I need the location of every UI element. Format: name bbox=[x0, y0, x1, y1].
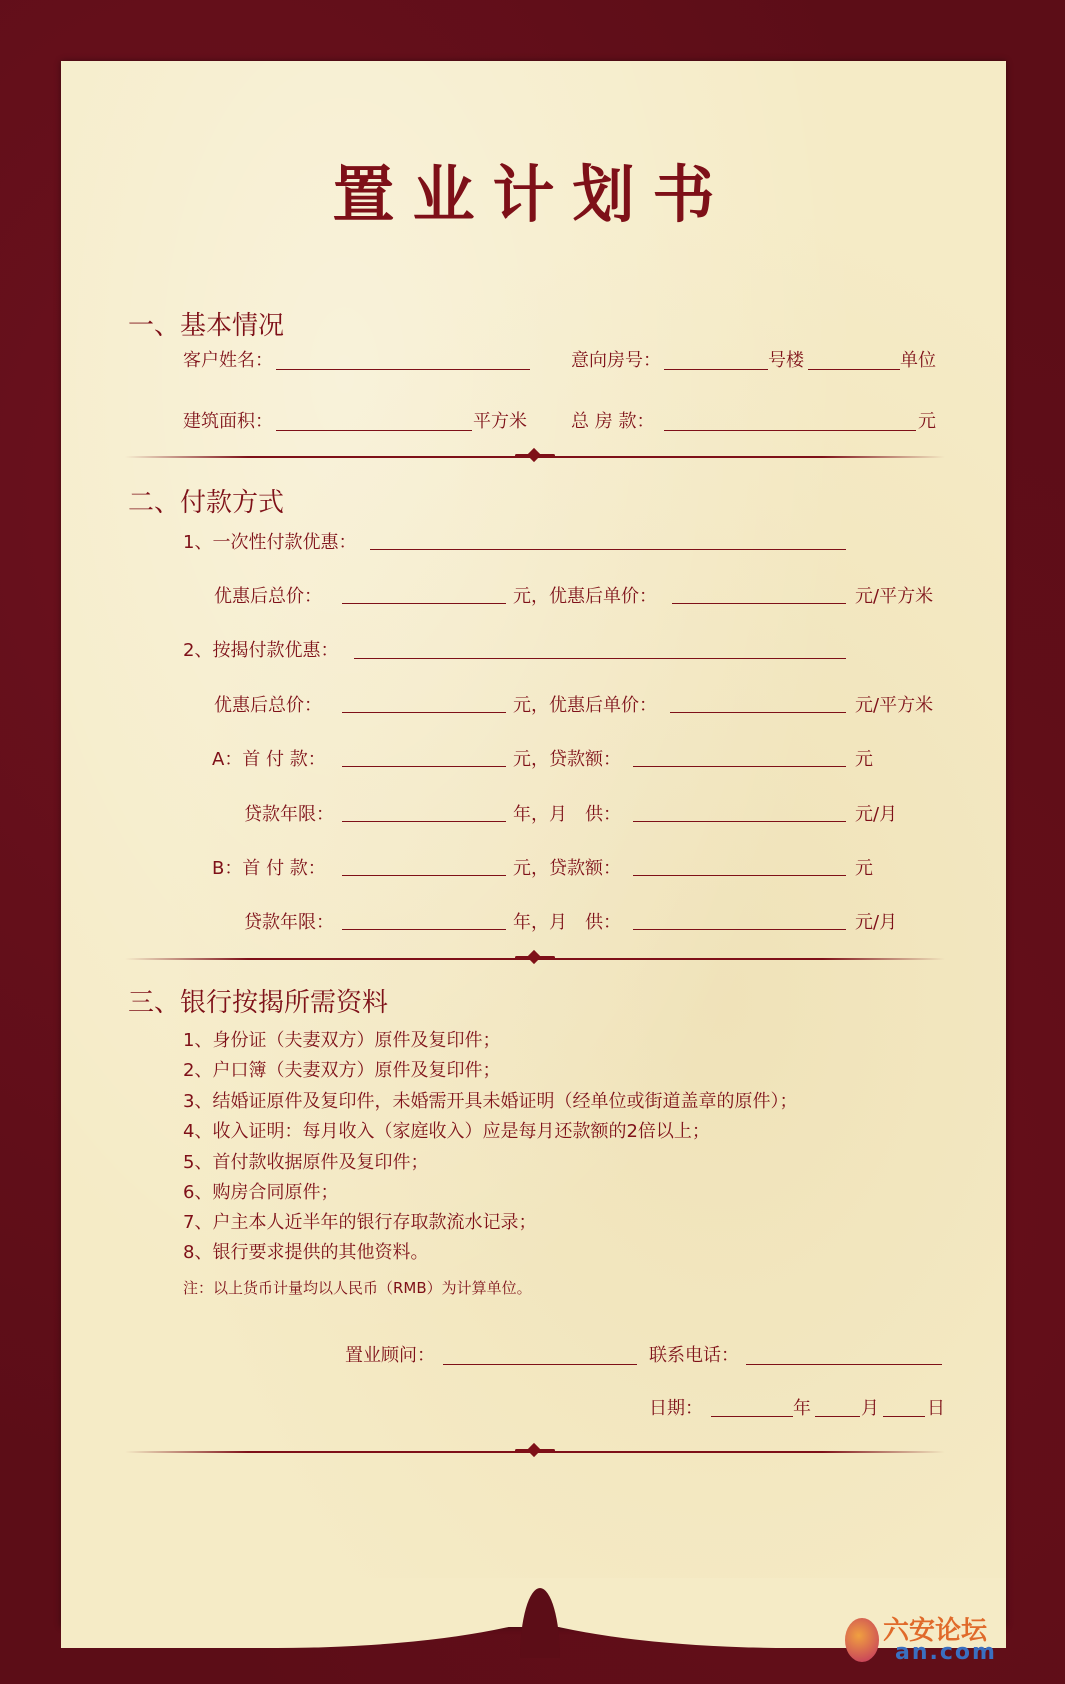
year-label: 年 bbox=[793, 1398, 811, 1419]
total-price-field[interactable] bbox=[664, 430, 916, 431]
building-label: 号楼 bbox=[768, 350, 804, 371]
b-monthly-label: 年，月 供： bbox=[513, 912, 621, 933]
divider-2 bbox=[125, 957, 945, 960]
mortgage-label: 2、按揭付款优惠： bbox=[183, 640, 339, 661]
watermark-cn: 六安论坛 bbox=[883, 1616, 988, 1646]
a-loan-years-label: 贷款年限： bbox=[244, 804, 334, 825]
site-watermark-logo bbox=[845, 1610, 1015, 1670]
one-time-field[interactable] bbox=[370, 549, 846, 550]
list-item: 4、收入证明：每月收入（家庭收入）应是每月还款额的2倍以上； bbox=[183, 1121, 710, 1142]
a-down-label: A：首 付 款： bbox=[212, 749, 326, 770]
paper-sheet bbox=[61, 61, 1006, 1627]
yuan-per-sqm-label: 元/平方米 bbox=[855, 586, 934, 607]
section2-heading: 二、付款方式 bbox=[128, 488, 285, 518]
a-down-field[interactable] bbox=[342, 766, 506, 767]
a-monthly-label: 年，月 供： bbox=[513, 804, 621, 825]
disc-total2-field[interactable] bbox=[342, 712, 506, 713]
a-loan-field[interactable] bbox=[633, 766, 846, 767]
day-label: 日 bbox=[927, 1398, 945, 1419]
unit-no-field[interactable] bbox=[808, 369, 900, 370]
b-down-label: B：首 付 款： bbox=[212, 858, 326, 879]
b-loan-label: 元，贷款额： bbox=[513, 858, 621, 879]
date-label: 日期： bbox=[649, 1398, 703, 1419]
area-label: 建筑面积： bbox=[183, 411, 273, 432]
list-item: 1、身份证（夫妻双方）原件及复印件； bbox=[183, 1030, 501, 1051]
disc-unit2-field[interactable] bbox=[670, 712, 846, 713]
b-monthly-field[interactable] bbox=[633, 929, 846, 930]
a-yuan-label: 元 bbox=[855, 749, 873, 770]
b-yuan-month-label: 元/月 bbox=[855, 912, 898, 933]
sqm-label: 平方米 bbox=[473, 411, 527, 432]
currency-note: 注：以上货币计量均以人民币（RMB）为计算单位。 bbox=[183, 1279, 532, 1297]
section1-heading: 一、基本情况 bbox=[128, 311, 285, 341]
one-time-label: 1、一次性付款优惠： bbox=[183, 532, 357, 553]
building-no-field[interactable] bbox=[664, 369, 768, 370]
customer-name-label: 客户姓名： bbox=[183, 350, 273, 371]
disc-unit-field[interactable] bbox=[672, 603, 846, 604]
disc-total-field[interactable] bbox=[342, 603, 506, 604]
customer-name-field[interactable] bbox=[276, 369, 530, 370]
room-no-label: 意向房号： bbox=[571, 350, 661, 371]
divider-1 bbox=[125, 455, 945, 458]
document-title: 置业计划书 bbox=[332, 158, 733, 231]
list-item: 3、结婚证原件及复印件，未婚需开具未婚证明（经单位或街道盖章的原件）； bbox=[183, 1091, 798, 1112]
date-month-field[interactable] bbox=[815, 1416, 860, 1417]
section3-heading: 三、银行按揭所需资料 bbox=[128, 988, 389, 1018]
yuan-per-sqm2-label: 元/平方米 bbox=[855, 695, 934, 716]
list-item: 5、首付款收据原件及复印件； bbox=[183, 1152, 429, 1173]
unit-label: 单位 bbox=[900, 350, 936, 371]
consultant-label: 置业顾问： bbox=[345, 1345, 435, 1366]
consultant-field[interactable] bbox=[443, 1364, 637, 1365]
mortgage-field[interactable] bbox=[354, 658, 846, 659]
disc-total2-label: 优惠后总价： bbox=[214, 695, 322, 716]
b-down-field[interactable] bbox=[342, 875, 506, 876]
disc-unit2-label: 元，优惠后单价： bbox=[513, 695, 657, 716]
b-loan-years-field[interactable] bbox=[342, 929, 506, 930]
a-monthly-field[interactable] bbox=[633, 821, 846, 822]
area-field[interactable] bbox=[276, 430, 472, 431]
phone-label: 联系电话： bbox=[649, 1345, 739, 1366]
watermark-mark-icon bbox=[845, 1618, 879, 1662]
b-yuan-label: 元 bbox=[855, 858, 873, 879]
total-price-label: 总 房 款： bbox=[571, 411, 655, 432]
a-yuan-month-label: 元/月 bbox=[855, 804, 898, 825]
b-loan-field[interactable] bbox=[633, 875, 846, 876]
date-day-field[interactable] bbox=[883, 1416, 925, 1417]
disc-total-label: 优惠后总价： bbox=[214, 586, 322, 607]
yuan-label: 元 bbox=[918, 411, 936, 432]
divider-3 bbox=[125, 1450, 945, 1453]
b-loan-years-label: 贷款年限： bbox=[244, 912, 334, 933]
month-label: 月 bbox=[861, 1398, 879, 1419]
a-loan-label: 元，贷款额： bbox=[513, 749, 621, 770]
list-item: 8、银行要求提供的其他资料。 bbox=[183, 1242, 429, 1263]
list-item: 2、户口簿（夫妻双方）原件及复印件； bbox=[183, 1060, 501, 1081]
date-year-field[interactable] bbox=[711, 1416, 793, 1417]
watermark-en: an.com bbox=[895, 1640, 997, 1665]
disc-unit-label: 元，优惠后单价： bbox=[513, 586, 657, 607]
list-item: 6、购房合同原件； bbox=[183, 1182, 339, 1203]
list-item: 7、户主本人近半年的银行存取款流水记录； bbox=[183, 1212, 537, 1233]
phone-field[interactable] bbox=[746, 1364, 942, 1365]
a-loan-years-field[interactable] bbox=[342, 821, 506, 822]
